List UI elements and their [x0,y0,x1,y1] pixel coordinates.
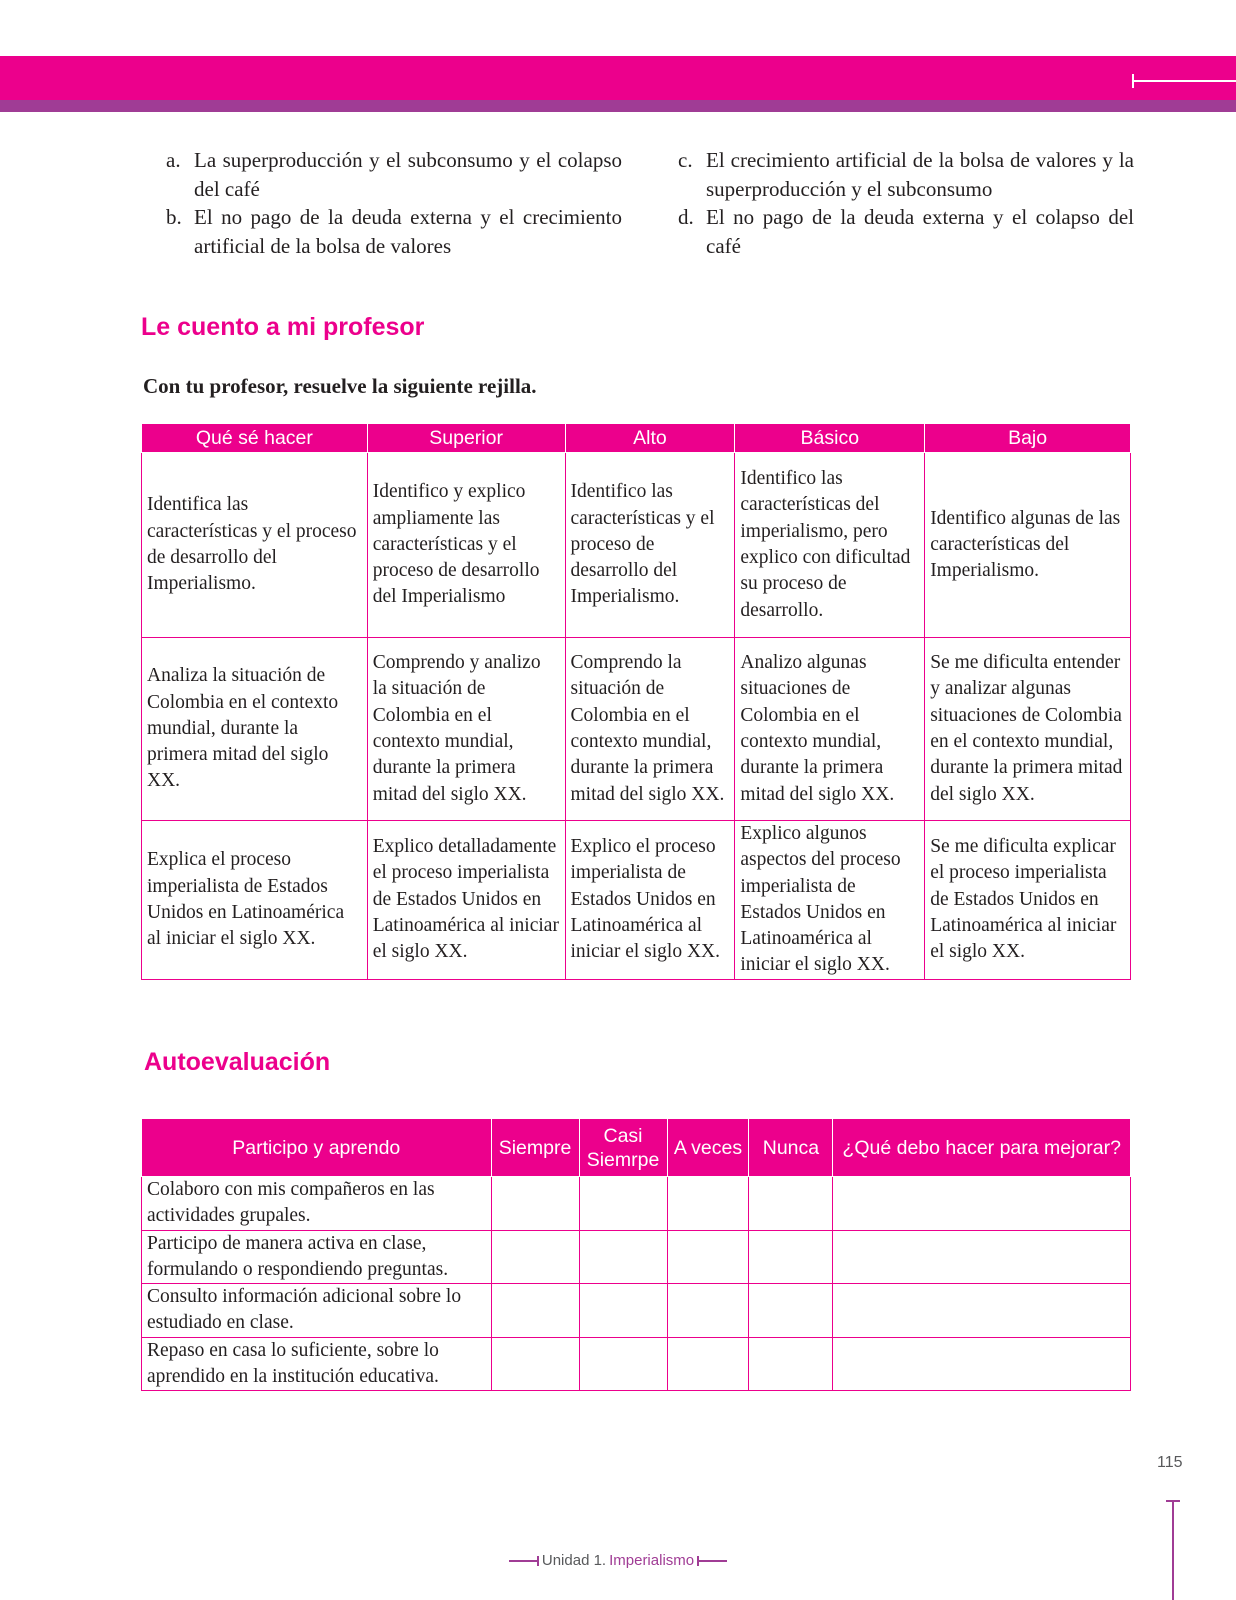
table-row [142,638,1131,821]
table-cell: Comprendo y analizo la situación de Colombia en el contexto mundial, durante la primera mitad del siglo XX. [367,638,565,821]
rating-cell-casi-siempre[interactable] [579,1337,667,1391]
rubric-header-cell: Básico [735,424,925,453]
table-cell: Identifico las características y el proceso de desarrollo del Imperialismo. [565,453,735,638]
rating-cell-nunca[interactable] [749,1177,833,1231]
rating-cell-a-veces[interactable] [667,1177,749,1231]
improvement-cell[interactable] [833,1177,1131,1231]
table-cell: Explico el proceso imperialista de Estados Unidos en Latinoamérica al iniciar el siglo XX. [565,821,735,980]
improvement-cell[interactable] [833,1337,1131,1391]
table-cell: Analizo algunas situaciones de Colombia en el contexto mundial, durante la primera mitad del siglo XX. [735,638,925,821]
table-cell: Explica el proceso imperialista de Estados Unidos en Latinoamérica al iniciar el siglo XX. [142,821,368,980]
self-evaluation-table [141,1118,1131,1391]
table-cell: Identifica las características y el proceso de desarrollo del Imperialismo. [142,453,368,638]
option-d [678,203,1134,260]
section-title-le-cuento: Le cuento a mi profesor [141,313,425,341]
rubric-header-cell: Superior [367,424,565,453]
option-letter: b. [166,205,182,229]
table-cell: Identifico algunas de las características del Imperialismo. [925,453,1131,638]
page-number: 115 [1157,1454,1183,1471]
rating-cell-nunca[interactable] [749,1230,833,1284]
table-cell: Analiza la situación de Colombia en el contexto mundial, durante la primera mitad del siglo XX. [142,638,368,821]
rating-cell-casi-siempre[interactable] [579,1177,667,1231]
option-b [166,203,622,260]
option-text: El no pago de la deuda externa y el colapso del café [706,205,1134,258]
statement-cell: Participo de manera activa en clase, formulando o respondiendo preguntas. [142,1230,492,1284]
table-row [142,1177,1131,1231]
table-row [142,1337,1131,1391]
instruction-text: Con tu profesor, resuelve la siguiente rejilla. [143,374,537,398]
rating-cell-a-veces[interactable] [667,1230,749,1284]
statement-cell: Consulto información adicional sobre lo estudiado en clase. [142,1284,492,1338]
rating-cell-casi-siempre[interactable] [579,1284,667,1338]
option-letter: d. [678,205,694,229]
header-rule-tick [1132,74,1134,88]
selfeval-header-row [142,1119,1131,1177]
rating-cell-a-veces[interactable] [667,1337,749,1391]
table-cell: Se me dificulta entender y analizar algunas situaciones de Colombia en el contexto mundial, durante la primera mitad del siglo XX. [925,638,1131,821]
option-text: El no pago de la deuda externa y el crecimiento artificial de la bolsa de valores [194,205,622,258]
rubric-header-row [142,424,1131,453]
rating-cell-casi-siempre[interactable] [579,1230,667,1284]
rating-cell-siempre[interactable] [491,1337,579,1391]
table-row [142,821,1131,980]
table-cell: Comprendo la situación de Colombia en el contexto mundial, durante la primera mitad del siglo XX. [565,638,735,821]
table-row [142,1230,1131,1284]
rubric-table [141,423,1131,980]
footer [0,1552,1236,1569]
option-text: El crecimiento artificial de la bolsa de valores y la superproducción y el subconsumo [706,148,1134,201]
improvement-cell[interactable] [833,1284,1131,1338]
rubric-header-cell: Bajo [925,424,1131,453]
rating-cell-siempre[interactable] [491,1230,579,1284]
rating-cell-nunca[interactable] [749,1337,833,1391]
footer-rule-left [509,1560,539,1562]
rating-cell-siempre[interactable] [491,1177,579,1231]
footer-unit: Unidad 1. [541,1552,607,1569]
option-letter: a. [166,148,181,172]
table-cell: Identifico y explico ampliamente las características y el proceso de desarrollo del Imperialismo [367,453,565,638]
option-a [166,146,622,203]
option-c [678,146,1134,203]
option-letter: c. [678,148,693,172]
footer-rule-right [697,1560,727,1562]
rating-cell-siempre[interactable] [491,1284,579,1338]
header-rule [1132,80,1236,82]
selfeval-header-cell: Siempre [491,1119,579,1177]
option-text: La superproducción y el subconsumo y el colapso del café [194,148,622,201]
options-right [678,146,1134,260]
rating-cell-nunca[interactable] [749,1284,833,1338]
options-left [166,146,622,260]
side-rule [1172,1500,1174,1600]
statement-cell: Repaso en casa lo suficiente, sobre lo aprendido en la institución educativa. [142,1337,492,1391]
header-stripe [0,100,1236,112]
table-row [142,453,1131,638]
selfeval-header-cell: Participo y aprendo [142,1119,492,1177]
rubric-header-cell: Qué sé hacer [142,424,368,453]
table-cell: Se me dificulta explicar el proceso imperialista de Estados Unidos en Latinoamérica al iniciar el siglo XX. [925,821,1131,980]
table-cell: Explico detalladamente el proceso imperialista de Estados Unidos en Latinoamérica al iniciar el siglo XX. [367,821,565,980]
improvement-cell[interactable] [833,1230,1131,1284]
footer-topic: Imperialismo [609,1552,695,1569]
statement-cell: Colaboro con mis compañeros en las actividades grupales. [142,1177,492,1231]
selfeval-header-cell: Nunca [749,1119,833,1177]
header-band [0,56,1236,100]
selfeval-header-cell: Casi Siemrpe [579,1119,667,1177]
table-row [142,1284,1131,1338]
rubric-header-cell: Alto [565,424,735,453]
rating-cell-a-veces[interactable] [667,1284,749,1338]
side-rule-tick [1166,1500,1180,1502]
table-cell: Explico algunos aspectos del proceso imperialista de Estados Unidos en Latinoamérica al iniciar el siglo XX. [735,821,925,980]
selfeval-header-cell: ¿Qué debo hacer para mejorar? [833,1119,1131,1177]
table-cell: Identifico las características del imperialismo, pero explico con dificultad su proceso de desarrollo. [735,453,925,638]
selfeval-header-cell: A veces [667,1119,749,1177]
section-title-autoevaluacion: Autoevaluación [144,1048,331,1076]
